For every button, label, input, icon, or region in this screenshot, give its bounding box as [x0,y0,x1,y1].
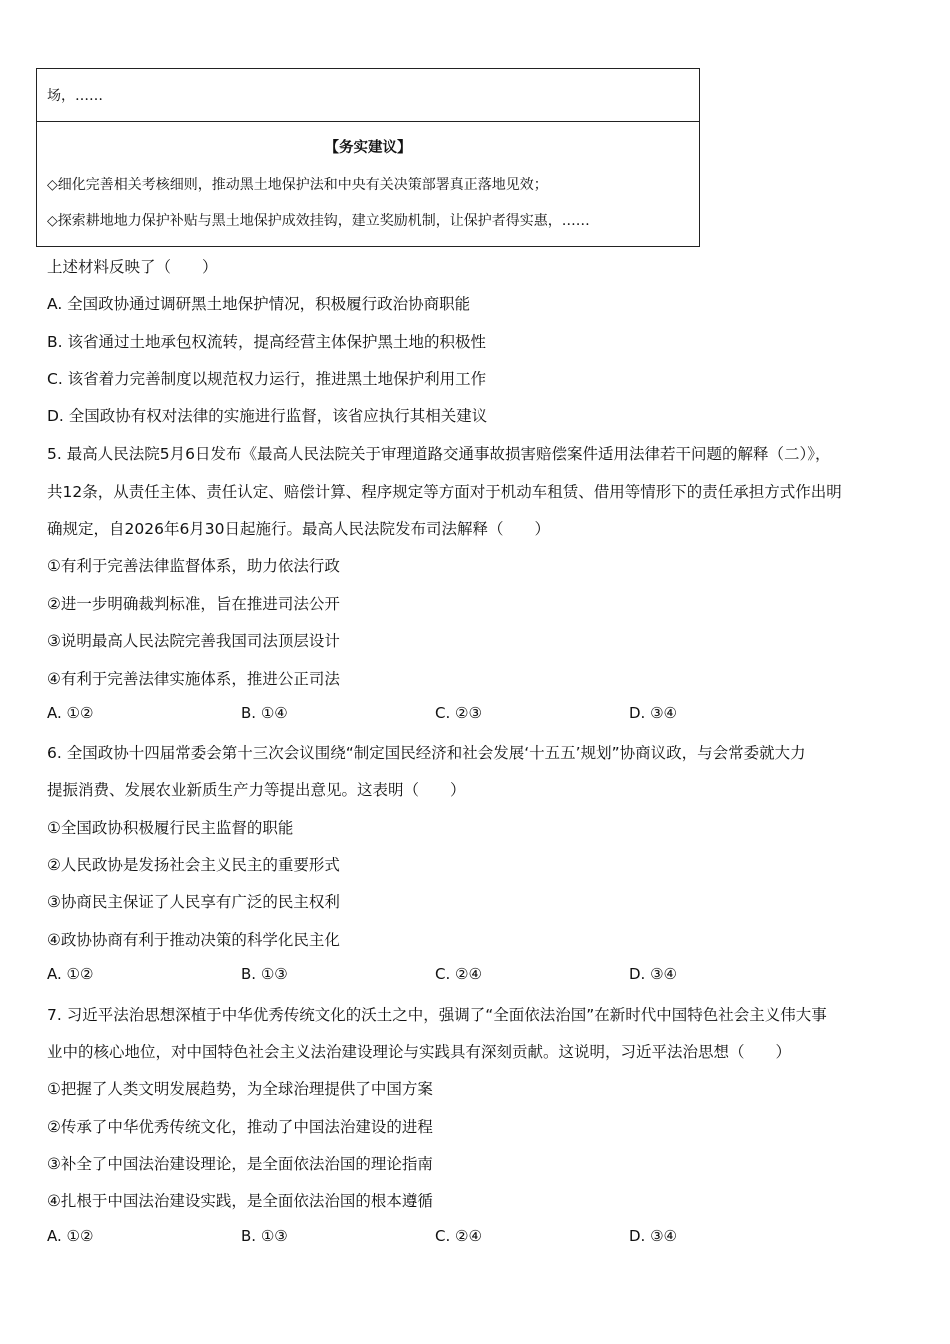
q6-choice-d[interactable]: D. ③④ [629,965,677,983]
suggestion-item: ◇探索耕地地力保护补贴与黑土地保护成效挂钩，建立奖励机制，让保护者得实惠，…… [47,213,590,229]
material-fragment: 场，…… [47,88,103,104]
q7-choice-a[interactable]: A. ①② [47,1227,94,1245]
suggestion-item: ◇细化完善相关考核细则，推动黑土地保护法和中央有关决策部署真正落地见效； [47,177,548,193]
q6-stem-line: 提振消费、发展农业新质生产力等提出意见。这表明（ ） [47,781,466,799]
q7-statement: ②传承了中华优秀传统文化，推动了中国法治建设的进程 [47,1118,433,1136]
q4-stem: 上述材料反映了（ ） [47,258,218,276]
q7-stem-line: 业中的核心地位，对中国特色社会主义法治建设理论与实践具有深刻贡献。这说明，习近平法治思想（ ） [47,1043,792,1061]
q5-statement: ④有利于完善法律实施体系，推进公正司法 [47,670,340,688]
material-box-suggestions-section [37,122,699,246]
q6-statement: ②人民政协是发扬社会主义民主的重要形式 [47,856,340,874]
q4-option-a[interactable]: A. 全国政协通过调研黑土地保护情况，积极履行政治协商职能 [47,295,471,313]
q7-stem-line: 7. 习近平法治思想深植于中华优秀传统文化的沃土之中，强调了“全面依法治国”在新时代中国特色社会主义伟大事 [47,1006,827,1024]
material-box [36,68,700,247]
q7-choices [47,1227,907,1249]
q7-choice-c[interactable]: C. ②④ [435,1227,482,1245]
q4-option-c[interactable]: C. 该省着力完善制度以规范权力运行，推进黑土地保护利用工作 [47,370,487,388]
q6-choice-a[interactable]: A. ①② [47,965,94,983]
q7-statement: ④扎根于中国法治建设实践，是全面依法治国的根本遵循 [47,1192,433,1210]
q4-option-d[interactable]: D. 全国政协有权对法律的实施进行监督，该省应执行其相关建议 [47,407,488,425]
q5-choice-b[interactable]: B. ①④ [241,704,288,722]
q7-choice-d[interactable]: D. ③④ [629,1227,677,1245]
q7-statement: ③补全了中国法治建设理论，是全面依法治国的理论指南 [47,1155,433,1173]
q5-statement: ②进一步明确裁判标准，旨在推进司法公开 [47,595,340,613]
q4-option-b[interactable]: B. 该省通过土地承包权流转，提高经营主体保护黑土地的积极性 [47,333,486,351]
q7-statement: ①把握了人类文明发展趋势，为全球治理提供了中国方案 [47,1080,433,1098]
q5-stem-line: 确规定，自2026年6月30日起施行。最高人民法院发布司法解释（ ） [47,520,551,538]
q5-choice-d[interactable]: D. ③④ [629,704,677,722]
q5-choices [47,704,907,726]
q6-choice-b[interactable]: B. ①③ [241,965,288,983]
q6-choice-c[interactable]: C. ②④ [435,965,482,983]
q6-statement: ③协商民主保证了人民享有广泛的民主权利 [47,893,340,911]
q5-choice-a[interactable]: A. ①② [47,704,94,722]
suggestions-heading: 【务实建议】 [324,139,412,156]
q6-choices [47,965,907,987]
q5-stem-line: 共12条，从责任主体、责任认定、赔偿计算、程序规定等方面对于机动车租赁、借用等情形下的责任承担方式作出明 [47,483,842,501]
material-box-top-section [37,69,699,122]
q5-stem-line: 5. 最高人民法院5月6日发布《最高人民法院关于审理道路交通事故损害赔偿案件适用法律若干问题的解释（二）》， [47,445,831,463]
q7-choice-b[interactable]: B. ①③ [241,1227,288,1245]
q5-statement: ①有利于完善法律监督体系，助力依法行政 [47,557,340,575]
q6-stem-line: 6. 全国政协十四届常委会第十三次会议围绕“制定国民经济和社会发展‘十五五’规划”协商议政，与会常委就大力 [47,744,806,762]
q6-statement: ①全国政协积极履行民主监督的职能 [47,819,294,837]
q5-choice-c[interactable]: C. ②③ [435,704,482,722]
q5-statement: ③说明最高人民法院完善我国司法顶层设计 [47,632,340,650]
q6-statement: ④政协协商有利于推动决策的科学化民主化 [47,931,340,949]
